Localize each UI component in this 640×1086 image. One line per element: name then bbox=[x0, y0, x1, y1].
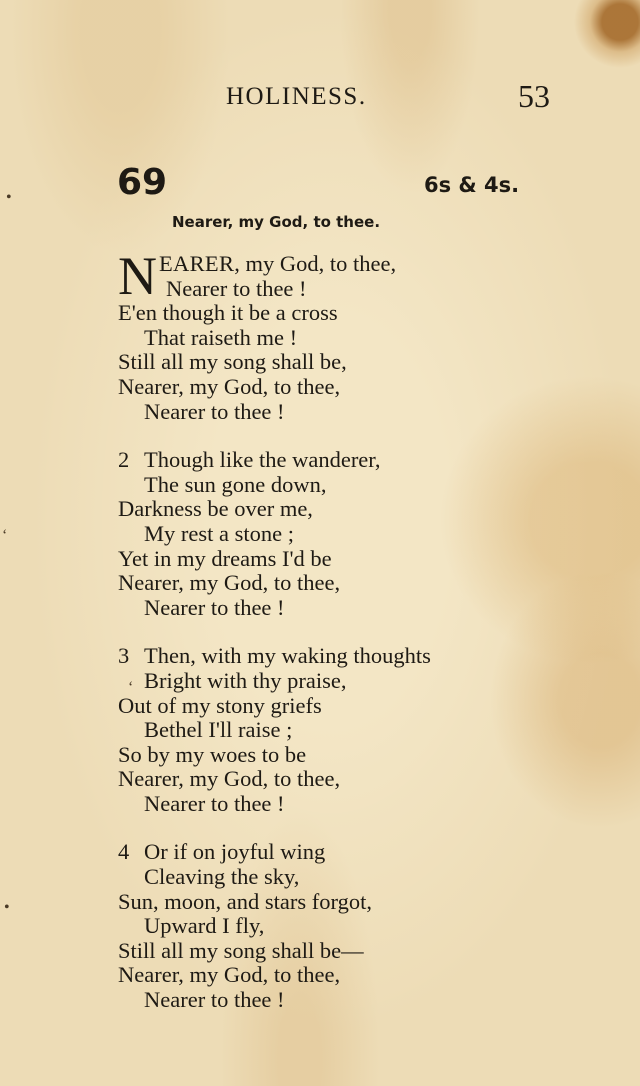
hymn-meter: 6s & 4s. bbox=[424, 173, 520, 197]
verse-line: My rest a stone ; bbox=[144, 520, 294, 546]
hymn-title: Nearer, my God, to thee. bbox=[172, 213, 381, 231]
verse-line: Nearer, my God, to thee, bbox=[118, 766, 341, 792]
verse-line: The sun gone down, bbox=[144, 471, 327, 497]
verse-line bbox=[118, 840, 588, 865]
verse-1 bbox=[118, 246, 588, 424]
verse-line: Still all my song shall be, bbox=[118, 349, 347, 375]
verse-line: Nearer to thee ! bbox=[144, 790, 285, 816]
margin-speck: • bbox=[4, 899, 10, 916]
verse-number: 4 bbox=[118, 839, 130, 865]
verse-line-text: Though like the wanderer, bbox=[144, 447, 381, 473]
verse-4 bbox=[118, 840, 588, 1012]
verse-3 bbox=[118, 644, 588, 816]
verse-line: Cleaving the sky, bbox=[144, 864, 300, 890]
verse-line bbox=[118, 448, 588, 473]
verse-line: Nearer to thee ! bbox=[144, 987, 285, 1013]
first-line-rest: , my God, to thee, bbox=[234, 251, 397, 276]
verse-line: That raiseth me ! bbox=[144, 324, 298, 350]
verse-line: Yet in my dreams I'd be bbox=[118, 545, 332, 571]
margin-speck: ‘ bbox=[2, 527, 8, 544]
verse-line: So by my woes to be bbox=[118, 741, 307, 767]
verse-line: Sun, moon, and stars forgot, bbox=[118, 888, 372, 914]
page-header bbox=[0, 80, 640, 120]
first-line-caps: EARER bbox=[159, 251, 235, 276]
verse-line: E'en though it be a cross bbox=[118, 300, 338, 326]
hymn-number: 69 bbox=[117, 162, 168, 203]
margin-speck: • bbox=[6, 189, 12, 206]
verse-number: 2 bbox=[118, 447, 130, 473]
verse-2 bbox=[118, 448, 588, 620]
hymn-text bbox=[118, 246, 588, 1037]
page-number: 53 bbox=[518, 78, 550, 114]
verse-number: 3 bbox=[118, 643, 130, 669]
verse-line: Still all my song shall be— bbox=[118, 937, 364, 963]
verse-line-text: Or if on joyful wing bbox=[144, 839, 326, 865]
verse-line: Nearer to thee ! bbox=[144, 594, 285, 620]
verse-line: Nearer to thee ! bbox=[166, 275, 307, 301]
verse-line: Nearer, my God, to thee, bbox=[118, 373, 341, 399]
ink-speck: ‘ bbox=[128, 679, 134, 696]
verse-line: Bethel I'll raise ; bbox=[144, 717, 293, 743]
verse-line: Nearer to thee ! bbox=[144, 398, 285, 424]
running-title: HOLINESS. bbox=[226, 83, 367, 110]
verse-line: Out of my stony griefs bbox=[118, 692, 322, 718]
verse-line: Nearer, my God, to thee, bbox=[118, 570, 341, 596]
drop-cap: N bbox=[118, 246, 157, 306]
verse-line: Darkness be over me, bbox=[118, 496, 313, 522]
verse-line bbox=[118, 644, 588, 669]
verse-line: Bright with thy praise, bbox=[144, 667, 347, 693]
verse-line: Nearer, my God, to thee, bbox=[118, 962, 341, 988]
verse-line: Upward I fly, bbox=[144, 913, 265, 939]
verse-line-text: Then, with my waking thoughts bbox=[144, 643, 431, 669]
